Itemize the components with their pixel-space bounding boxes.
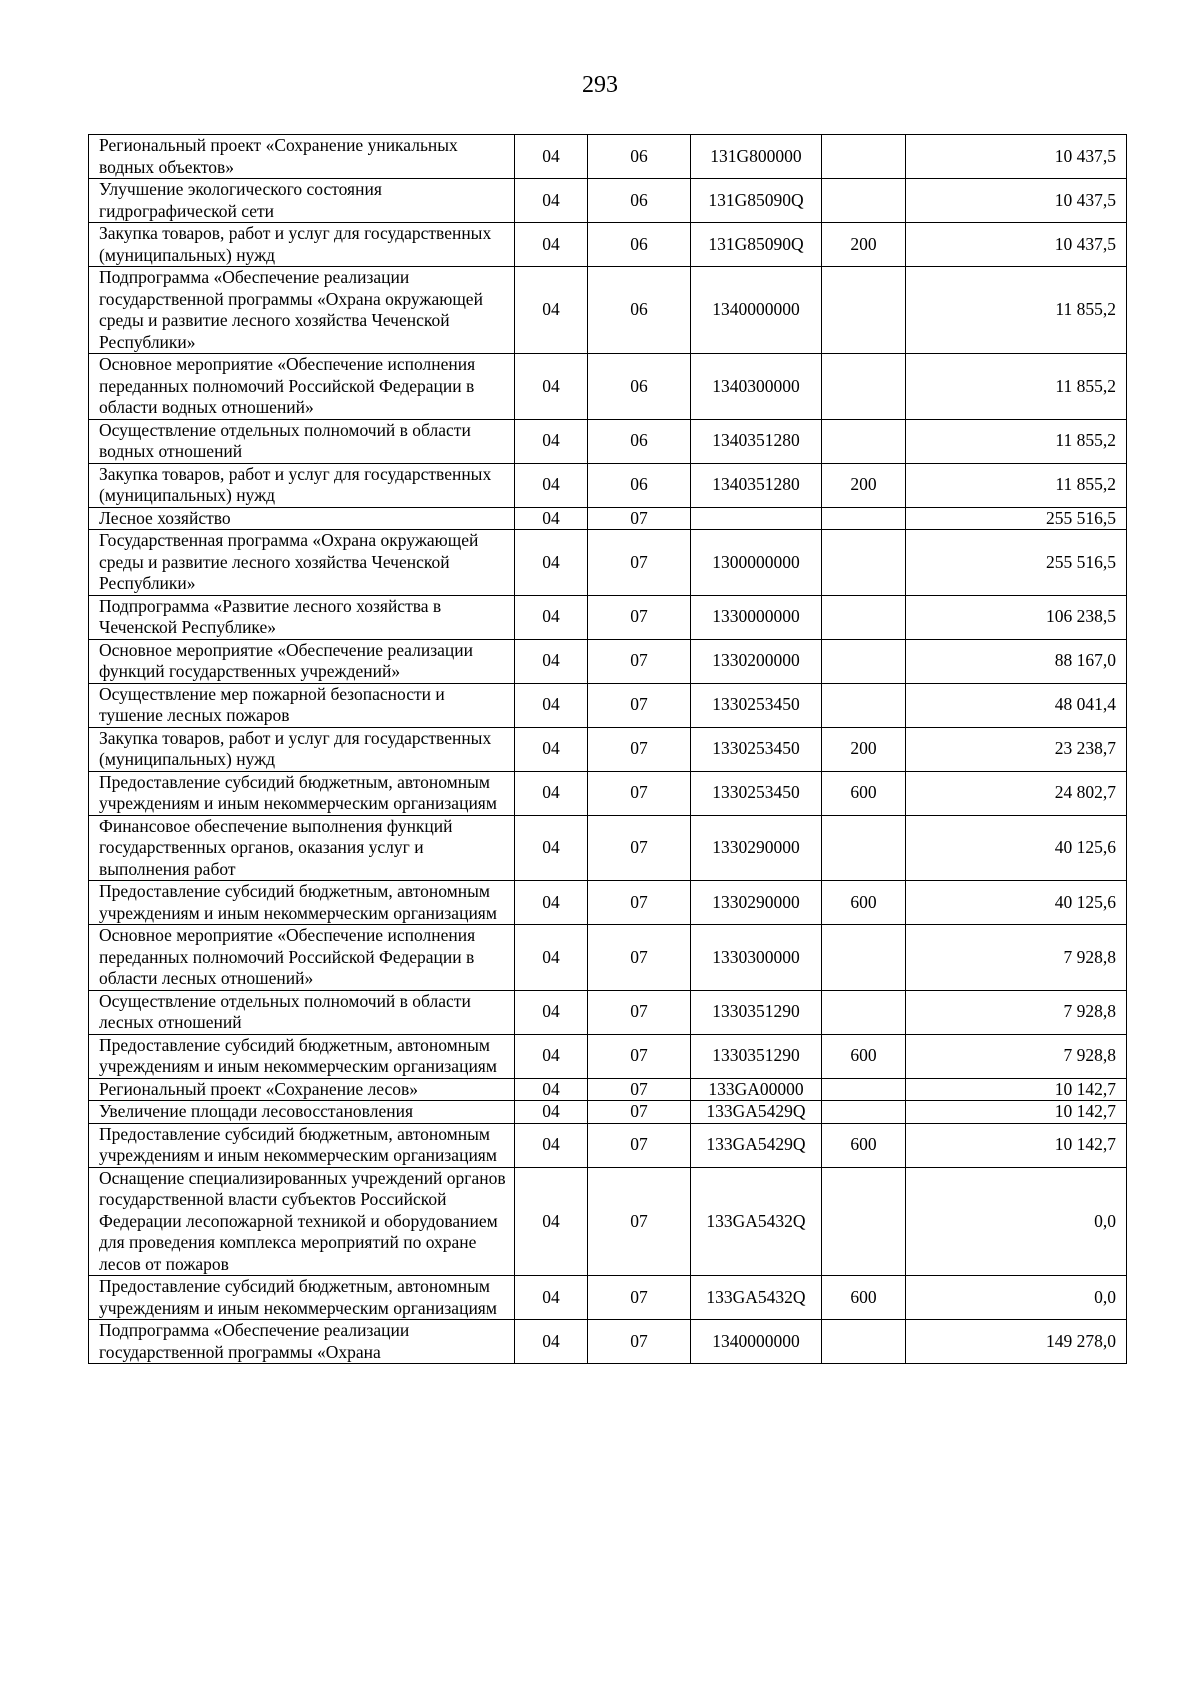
- row-amount-cell: 149 278,0: [906, 1320, 1127, 1364]
- table-row: [89, 419, 1127, 463]
- table-row: [89, 267, 1127, 354]
- row-target-article-cell: 1330351290: [691, 1034, 822, 1078]
- table-row: [89, 639, 1127, 683]
- row-amount-cell: 10 437,5: [906, 135, 1127, 179]
- row-amount-cell: 11 855,2: [906, 463, 1127, 507]
- budget-table: [88, 134, 1127, 1364]
- row-expense-type-cell: [822, 1167, 906, 1276]
- row-target-article-cell: [691, 507, 822, 530]
- row-amount-cell: 0,0: [906, 1276, 1127, 1320]
- row-expense-type-cell: [822, 639, 906, 683]
- row-target-article-cell: 133GA5432Q: [691, 1276, 822, 1320]
- row-section-cell: 04: [515, 925, 588, 991]
- row-section-cell: 04: [515, 595, 588, 639]
- table-row: [89, 1167, 1127, 1276]
- row-amount-cell: 11 855,2: [906, 419, 1127, 463]
- row-expense-type-cell: 200: [822, 223, 906, 267]
- row-subsection-cell: 06: [588, 463, 691, 507]
- row-amount-cell: 10 142,7: [906, 1078, 1127, 1101]
- row-name-cell: Государственная программа «Охрана окружающей среды и развитие лесного хозяйства Чеченской Республики»: [89, 530, 515, 596]
- row-target-article-cell: 1300000000: [691, 530, 822, 596]
- row-target-article-cell: 1330300000: [691, 925, 822, 991]
- row-amount-cell: 10 142,7: [906, 1101, 1127, 1124]
- row-target-article-cell: 1340351280: [691, 419, 822, 463]
- row-name-cell: Региональный проект «Сохранение уникальных водных объектов»: [89, 135, 515, 179]
- table-row: [89, 925, 1127, 991]
- row-subsection-cell: 07: [588, 1320, 691, 1364]
- table-row: [89, 727, 1127, 771]
- row-section-cell: 04: [515, 1276, 588, 1320]
- row-subsection-cell: 07: [588, 727, 691, 771]
- row-expense-type-cell: 600: [822, 771, 906, 815]
- row-name-cell: Закупка товаров, работ и услуг для государственных (муниципальных) нужд: [89, 727, 515, 771]
- row-subsection-cell: 07: [588, 1123, 691, 1167]
- row-target-article-cell: 1330253450: [691, 683, 822, 727]
- row-target-article-cell: 133GA5429Q: [691, 1123, 822, 1167]
- row-name-cell: Основное мероприятие «Обеспечение исполнения переданных полномочий Российской Федерации в области лесных отношений»: [89, 925, 515, 991]
- row-name-cell: Осуществление отдельных полномочий в области водных отношений: [89, 419, 515, 463]
- row-expense-type-cell: [822, 530, 906, 596]
- row-section-cell: 04: [515, 1123, 588, 1167]
- row-amount-cell: 255 516,5: [906, 530, 1127, 596]
- row-target-article-cell: 1340351280: [691, 463, 822, 507]
- row-section-cell: 04: [515, 530, 588, 596]
- row-subsection-cell: 07: [588, 881, 691, 925]
- row-name-cell: Основное мероприятие «Обеспечение исполнения переданных полномочий Российской Федерации в области водных отношений»: [89, 354, 515, 420]
- row-subsection-cell: 06: [588, 179, 691, 223]
- row-section-cell: 04: [515, 267, 588, 354]
- row-target-article-cell: 1330290000: [691, 815, 822, 881]
- table-row: [89, 530, 1127, 596]
- row-section-cell: 04: [515, 1167, 588, 1276]
- row-amount-cell: 10 437,5: [906, 179, 1127, 223]
- row-target-article-cell: 133GA5432Q: [691, 1167, 822, 1276]
- row-amount-cell: 40 125,6: [906, 815, 1127, 881]
- row-subsection-cell: 07: [588, 639, 691, 683]
- table-row: [89, 179, 1127, 223]
- row-expense-type-cell: [822, 595, 906, 639]
- row-amount-cell: 48 041,4: [906, 683, 1127, 727]
- row-amount-cell: 10 142,7: [906, 1123, 1127, 1167]
- row-name-cell: Осуществление отдельных полномочий в области лесных отношений: [89, 990, 515, 1034]
- table-row: [89, 463, 1127, 507]
- row-section-cell: 04: [515, 419, 588, 463]
- row-subsection-cell: 07: [588, 683, 691, 727]
- row-expense-type-cell: 200: [822, 727, 906, 771]
- row-amount-cell: 23 238,7: [906, 727, 1127, 771]
- row-section-cell: 04: [515, 771, 588, 815]
- row-subsection-cell: 06: [588, 267, 691, 354]
- row-subsection-cell: 07: [588, 530, 691, 596]
- row-expense-type-cell: [822, 683, 906, 727]
- row-section-cell: 04: [515, 639, 588, 683]
- page-number: 293: [582, 72, 618, 98]
- row-subsection-cell: 06: [588, 354, 691, 420]
- row-amount-cell: 255 516,5: [906, 507, 1127, 530]
- row-amount-cell: 10 437,5: [906, 223, 1127, 267]
- row-name-cell: Подпрограмма «Развитие лесного хозяйства в Чеченской Республике»: [89, 595, 515, 639]
- row-section-cell: 04: [515, 463, 588, 507]
- table-row: [89, 771, 1127, 815]
- table-row: [89, 815, 1127, 881]
- row-amount-cell: 7 928,8: [906, 1034, 1127, 1078]
- row-expense-type-cell: [822, 990, 906, 1034]
- row-name-cell: Закупка товаров, работ и услуг для государственных (муниципальных) нужд: [89, 223, 515, 267]
- table-row: [89, 223, 1127, 267]
- row-target-article-cell: 133GA5429Q: [691, 1101, 822, 1124]
- row-target-article-cell: 131G85090Q: [691, 223, 822, 267]
- row-section-cell: 04: [515, 179, 588, 223]
- row-target-article-cell: 1340300000: [691, 354, 822, 420]
- row-name-cell: Предоставление субсидий бюджетным, автономным учреждениям и иным некоммерческим организациям: [89, 1276, 515, 1320]
- table-row: [89, 1034, 1127, 1078]
- row-name-cell: Предоставление субсидий бюджетным, автономным учреждениям и иным некоммерческим организациям: [89, 1123, 515, 1167]
- row-expense-type-cell: [822, 419, 906, 463]
- table-row: [89, 135, 1127, 179]
- row-subsection-cell: 06: [588, 419, 691, 463]
- row-subsection-cell: 07: [588, 595, 691, 639]
- row-name-cell: Предоставление субсидий бюджетным, автономным учреждениям и иным некоммерческим организациям: [89, 881, 515, 925]
- row-section-cell: 04: [515, 727, 588, 771]
- row-subsection-cell: 07: [588, 771, 691, 815]
- table-row: [89, 354, 1127, 420]
- row-name-cell: Улучшение экологического состояния гидрографической сети: [89, 179, 515, 223]
- row-amount-cell: 40 125,6: [906, 881, 1127, 925]
- row-expense-type-cell: 600: [822, 1034, 906, 1078]
- row-section-cell: 04: [515, 1034, 588, 1078]
- row-name-cell: Предоставление субсидий бюджетным, автономным учреждениям и иным некоммерческим организациям: [89, 1034, 515, 1078]
- row-subsection-cell: 07: [588, 1276, 691, 1320]
- table-row: [89, 1123, 1127, 1167]
- row-name-cell: Основное мероприятие «Обеспечение реализации функций государственных учреждений»: [89, 639, 515, 683]
- row-expense-type-cell: [822, 925, 906, 991]
- row-section-cell: 04: [515, 683, 588, 727]
- row-subsection-cell: 06: [588, 223, 691, 267]
- row-section-cell: 04: [515, 507, 588, 530]
- row-expense-type-cell: [822, 354, 906, 420]
- row-target-article-cell: 1330000000: [691, 595, 822, 639]
- row-expense-type-cell: [822, 1101, 906, 1124]
- row-target-article-cell: 1330253450: [691, 727, 822, 771]
- row-target-article-cell: 133GA00000: [691, 1078, 822, 1101]
- table-row: [89, 881, 1127, 925]
- row-expense-type-cell: [822, 179, 906, 223]
- row-name-cell: Увеличение площади лесовосстановления: [89, 1101, 515, 1124]
- row-subsection-cell: 07: [588, 1101, 691, 1124]
- row-subsection-cell: 07: [588, 1078, 691, 1101]
- row-target-article-cell: 1330290000: [691, 881, 822, 925]
- row-expense-type-cell: [822, 1078, 906, 1101]
- row-expense-type-cell: 600: [822, 881, 906, 925]
- row-name-cell: Оснащение специализированных учреждений органов государственной власти субъектов Российской Федерации лесопожарной техникой и оборудованием для проведения комплекса мероприятий по охране лесов от пожаров: [89, 1167, 515, 1276]
- table-row: [89, 1101, 1127, 1124]
- row-section-cell: 04: [515, 1101, 588, 1124]
- row-amount-cell: 7 928,8: [906, 925, 1127, 991]
- row-section-cell: 04: [515, 990, 588, 1034]
- row-subsection-cell: 07: [588, 507, 691, 530]
- row-section-cell: 04: [515, 135, 588, 179]
- row-subsection-cell: 06: [588, 135, 691, 179]
- row-target-article-cell: 1330200000: [691, 639, 822, 683]
- row-expense-type-cell: [822, 135, 906, 179]
- row-subsection-cell: 07: [588, 925, 691, 991]
- row-expense-type-cell: [822, 1320, 906, 1364]
- row-name-cell: Закупка товаров, работ и услуг для государственных (муниципальных) нужд: [89, 463, 515, 507]
- table-row: [89, 595, 1127, 639]
- row-subsection-cell: 07: [588, 1167, 691, 1276]
- row-expense-type-cell: 600: [822, 1123, 906, 1167]
- row-name-cell: Финансовое обеспечение выполнения функций государственных органов, оказания услуг и выполнения работ: [89, 815, 515, 881]
- row-name-cell: Подпрограмма «Обеспечение реализации государственной программы «Охрана: [89, 1320, 515, 1364]
- row-section-cell: 04: [515, 1320, 588, 1364]
- row-expense-type-cell: [822, 815, 906, 881]
- row-subsection-cell: 07: [588, 990, 691, 1034]
- row-amount-cell: 7 928,8: [906, 990, 1127, 1034]
- row-target-article-cell: 131G800000: [691, 135, 822, 179]
- row-amount-cell: 0,0: [906, 1167, 1127, 1276]
- row-amount-cell: 11 855,2: [906, 267, 1127, 354]
- row-name-cell: Предоставление субсидий бюджетным, автономным учреждениям и иным некоммерческим организациям: [89, 771, 515, 815]
- row-expense-type-cell: [822, 507, 906, 530]
- row-expense-type-cell: 200: [822, 463, 906, 507]
- table-row: [89, 1078, 1127, 1101]
- row-amount-cell: 106 238,5: [906, 595, 1127, 639]
- row-amount-cell: 24 802,7: [906, 771, 1127, 815]
- row-section-cell: 04: [515, 354, 588, 420]
- row-expense-type-cell: [822, 267, 906, 354]
- row-amount-cell: 11 855,2: [906, 354, 1127, 420]
- row-target-article-cell: 131G85090Q: [691, 179, 822, 223]
- table-row: [89, 990, 1127, 1034]
- table-row: [89, 683, 1127, 727]
- row-target-article-cell: 1340000000: [691, 267, 822, 354]
- row-amount-cell: 88 167,0: [906, 639, 1127, 683]
- row-section-cell: 04: [515, 1078, 588, 1101]
- row-name-cell: Осуществление мер пожарной безопасности и тушение лесных пожаров: [89, 683, 515, 727]
- row-subsection-cell: 07: [588, 1034, 691, 1078]
- row-section-cell: 04: [515, 223, 588, 267]
- budget-table-body: [89, 135, 1127, 1364]
- table-row: [89, 1276, 1127, 1320]
- row-name-cell: Региональный проект «Сохранение лесов»: [89, 1078, 515, 1101]
- row-expense-type-cell: 600: [822, 1276, 906, 1320]
- row-section-cell: 04: [515, 815, 588, 881]
- row-name-cell: Подпрограмма «Обеспечение реализации государственной программы «Охрана окружающей среды и развитие лесного хозяйства Чеченской Республики»: [89, 267, 515, 354]
- row-target-article-cell: 1330253450: [691, 771, 822, 815]
- row-name-cell: Лесное хозяйство: [89, 507, 515, 530]
- table-row: [89, 1320, 1127, 1364]
- row-section-cell: 04: [515, 881, 588, 925]
- table-row: [89, 507, 1127, 530]
- row-subsection-cell: 07: [588, 815, 691, 881]
- row-target-article-cell: 1330351290: [691, 990, 822, 1034]
- row-target-article-cell: 1340000000: [691, 1320, 822, 1364]
